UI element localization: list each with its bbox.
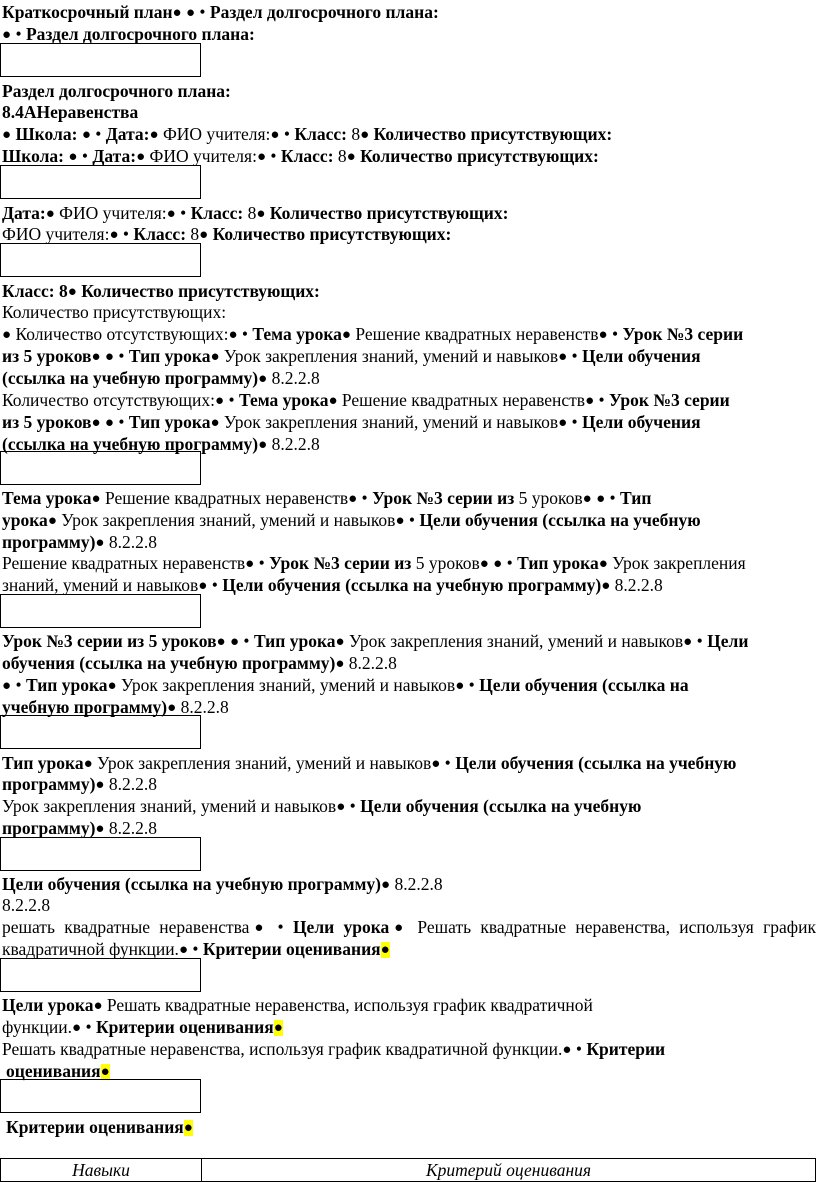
- doc-line: Дата:● ФИО учителя:● • Класс: 8● Количество присутствующих:: [2, 203, 509, 223]
- empty-field-box: [0, 837, 201, 871]
- doc-line: ● • Раздел долгосрочного плана:: [2, 24, 255, 44]
- doc-line: ● Школа: ● • Дата:● ФИО учителя:● • Класс: 8● Количество присутствующих:: [2, 124, 613, 144]
- doc-line: (ссылка на учебную программу)● 8.2.2.8: [2, 434, 320, 454]
- doc-line: Раздел долгосрочного плана:: [2, 81, 231, 101]
- doc-line: решать квадратные неравенства● • Цели урока● Решать квадратные неравенства, используя график: [2, 917, 816, 937]
- empty-field-box: [0, 165, 201, 199]
- empty-field-box: [0, 594, 201, 628]
- doc-line: Количество присутствующих:: [2, 302, 227, 322]
- empty-field-box: [0, 43, 201, 77]
- doc-line: Урок №3 серии из 5 уроков● ● • Тип урока● Урок закрепления знаний, умений и навыков● • Цели: [2, 631, 749, 651]
- doc-line: Решение квадратных неравенств● • Урок №3 серии из 5 уроков● ● • Тип урока● Урок закрепления: [2, 553, 746, 573]
- doc-line: Тема урока● Решение квадратных неравенств● • Урок №3 серии из 5 уроков● ● • Тип: [2, 488, 652, 508]
- doc-line: программу)● 8.2.2.8: [2, 818, 157, 838]
- doc-line: урока● Урок закрепления знаний, умений и навыков● • Цели обучения (ссылка на учебную: [2, 510, 701, 530]
- doc-line: функции.● • Критерии оценивания●: [2, 1017, 283, 1037]
- doc-line: Краткосрочный план● ● • Раздел долгосрочного плана:: [2, 2, 439, 22]
- doc-line: Критерии оценивания●: [6, 1117, 193, 1137]
- doc-line: ● Количество отсутствующих:● • Тема урока● Решение квадратных неравенств● • Урок №3 серии: [2, 324, 744, 344]
- doc-line: Количество отсутствующих:● • Тема урока● Решение квадратных неравенств● • Урок №3 серии: [2, 390, 730, 410]
- doc-line: программу)● 8.2.2.8: [2, 532, 157, 552]
- empty-field-box: [0, 715, 201, 749]
- doc-line: 8.2.2.8: [2, 895, 51, 915]
- doc-line: Цели обучения (ссылка на учебную программу)● 8.2.2.8: [2, 874, 443, 894]
- doc-line: оценивания●: [6, 1061, 110, 1081]
- doc-line: из 5 уроков● ● • Тип урока● Урок закрепления знаний, умений и навыков● • Цели обучения: [2, 412, 701, 432]
- empty-field-box: [0, 243, 201, 277]
- doc-line: учебную программу)● 8.2.2.8: [2, 697, 229, 717]
- criteria-table: [0, 1158, 816, 1182]
- doc-line: 8.4АНеравенства: [2, 102, 139, 122]
- doc-line: Решать квадратные неравенства, используя график квадратичной функции.● • Критерии: [2, 1039, 666, 1059]
- table-header-skills: Навыки: [1, 1159, 202, 1182]
- doc-line: программу)● 8.2.2.8: [2, 774, 157, 794]
- empty-field-box: [0, 958, 201, 992]
- doc-line: Школа: ● • Дата:● ФИО учителя:● • Класс: 8● Количество присутствующих:: [2, 146, 599, 166]
- empty-field-box: [0, 1079, 201, 1113]
- table-header-criteria: Критерий оценивания: [202, 1159, 816, 1182]
- doc-line: обучения (ссылка на учебную программу)● 8.2.2.8: [2, 653, 397, 673]
- doc-line: Цели урока● Решать квадратные неравенства, используя график квадратичной: [2, 995, 593, 1015]
- doc-line: Урок закрепления знаний, умений и навыков● • Цели обучения (ссылка на учебную: [2, 796, 642, 816]
- doc-line: из 5 уроков● ● • Тип урока● Урок закрепления знаний, умений и навыков● • Цели обучения: [2, 346, 701, 366]
- doc-line: знаний, умений и навыков● • Цели обучения (ссылка на учебную программу)● 8.2.2.8: [2, 575, 663, 595]
- doc-line: ● • Тип урока● Урок закрепления знаний, умений и навыков● • Цели обучения (ссылка на: [2, 675, 689, 695]
- doc-line: (ссылка на учебную программу)● 8.2.2.8: [2, 368, 320, 388]
- doc-line: Тип урока● Урок закрепления знаний, умений и навыков● • Цели обучения (ссылка на учебную: [2, 753, 737, 773]
- doc-line: ФИО учителя:● • Класс: 8● Количество присутствующих:: [2, 224, 452, 244]
- table-row: [1, 1159, 816, 1182]
- doc-line: квадратичной функции.● • Критерии оценивания●: [2, 939, 390, 959]
- doc-line: Класс: 8● Количество присутствующих:: [2, 281, 320, 301]
- empty-field-box: [0, 451, 201, 485]
